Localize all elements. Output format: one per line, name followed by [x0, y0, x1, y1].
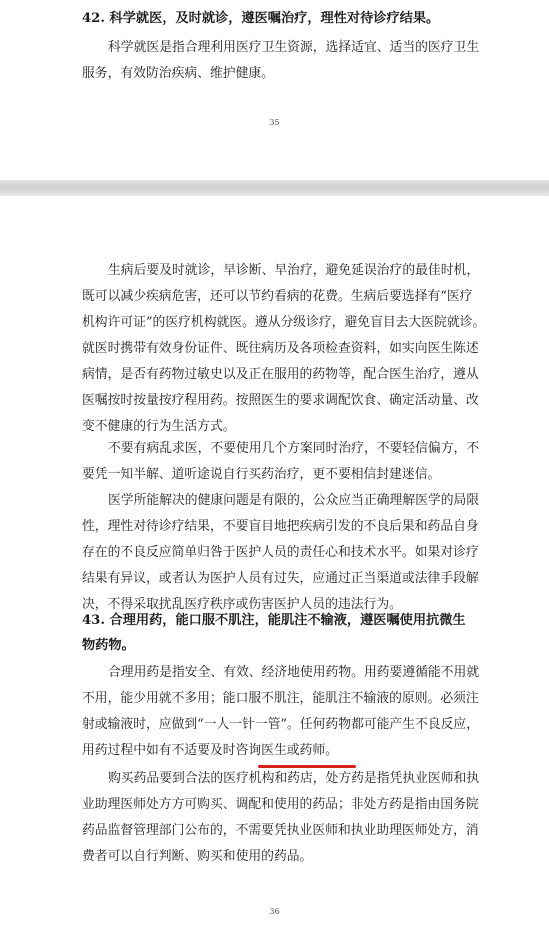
paragraph-rational-drug-use — [82, 660, 482, 764]
text-line: 决，不得采取扰乱医疗秩序或伤害医护人员的违法行为。 — [82, 597, 402, 612]
text-line: 用药过程中如有不适要及时咨询医生或药师。 — [82, 743, 338, 758]
document-page-35 — [0, 0, 549, 180]
paragraph-no-quack — [82, 436, 482, 488]
paragraph-medical-limits — [82, 488, 482, 618]
text-line: 科学就医是指合理利用医疗卫生资源，选择适宜、适当的医疗卫生 — [108, 40, 480, 55]
paragraph-buy-medicine — [82, 766, 482, 870]
text-line: 药品监督管理部门公布的，不需要凭执业医师和执业助理医师处方，消 — [82, 823, 479, 838]
text-line: 医学所能解决的健康问题是有限的，公众应当正确理解医学的局限 — [108, 493, 480, 508]
text-line: 不用，能少用就不多用；能口服不肌注，能肌注不输液的原则。必须注 — [82, 691, 479, 706]
page-number: 35 — [269, 118, 280, 127]
text-line: 射或输液时，应做到“一人一针一管”。任何药物都可能产生不良反应， — [82, 717, 479, 732]
text-line: 生病后要及时就诊，早诊断、早治疗，避免延误治疗的最佳时机， — [108, 263, 480, 278]
text-line: 不要有病乱求医，不要使用几个方案同时治疗，不要轻信偏方，不 — [108, 441, 480, 456]
text-line: 机构许可证”的医疗机构就医。遵从分级诊疗，避免盲目去大医院就诊。 — [82, 315, 486, 330]
text-line: 性，理性对待诊疗结果，不要盲目地把疾病引发的不良后果和药品自身 — [82, 519, 479, 534]
section-heading-43-line1: 43. 合理用药，能口服不肌注，能肌注不输液，遵医嘱使用抗微生 — [82, 613, 466, 628]
text-line: 购买药品要到合法的医疗机构和药店，处方药是指凭执业医师和执 — [108, 771, 480, 786]
text-line: 病情，是否有药物过敏史以及正在服用的药物等，配合医生治疗，遵从 — [82, 367, 479, 382]
page-number: 36 — [269, 907, 280, 916]
text-line: 存在的不良反应简单归咎于医护人员的责任心和技术水平。如果对诊疗 — [82, 545, 479, 560]
text-line: 业助理医师处方方可购买、调配和使用的药品；非处方药是指由国务院 — [82, 797, 479, 812]
text-line: 变不健康的行为生活方式。 — [82, 419, 236, 434]
page-separator — [0, 180, 549, 196]
text-line: 合理用药是指安全、有效、经济地使用药物。用药要遵循能不用就 — [108, 665, 480, 680]
text-line: 医嘱按时按量按疗程用药。按照医生的要求调配饮食、确定活动量、改 — [82, 393, 479, 408]
text-line: 就医时携带有效身份证件、既往病历及各项检查资料，如实向医生陈述 — [82, 341, 479, 356]
section-heading-43-line2: 物药物。 — [82, 638, 135, 653]
text-line: 服务，有效防治疾病、维护健康。 — [82, 66, 274, 81]
paragraph-seek-care — [82, 258, 486, 440]
text-line: 既可以减少疾病危害，还可以节约看病的花费。生病后要选择有“医疗 — [82, 289, 473, 304]
document-page-36 — [0, 196, 549, 926]
text-line: 要凭一知半解、道听途说自行买药治疗，更不要相信封建迷信。 — [82, 467, 441, 482]
section-heading-42: 42. 科学就医，及时就诊，遵医嘱治疗，理性对待诊疗结果。 — [82, 11, 440, 26]
text-line: 结果有异议，或者认为医护人员有过失，应通过正当渠道或法律手段解 — [82, 571, 479, 586]
paragraph-42-intro — [82, 35, 482, 87]
text-line: 费者可以自行判断、购买和使用的药品。 — [82, 849, 313, 864]
